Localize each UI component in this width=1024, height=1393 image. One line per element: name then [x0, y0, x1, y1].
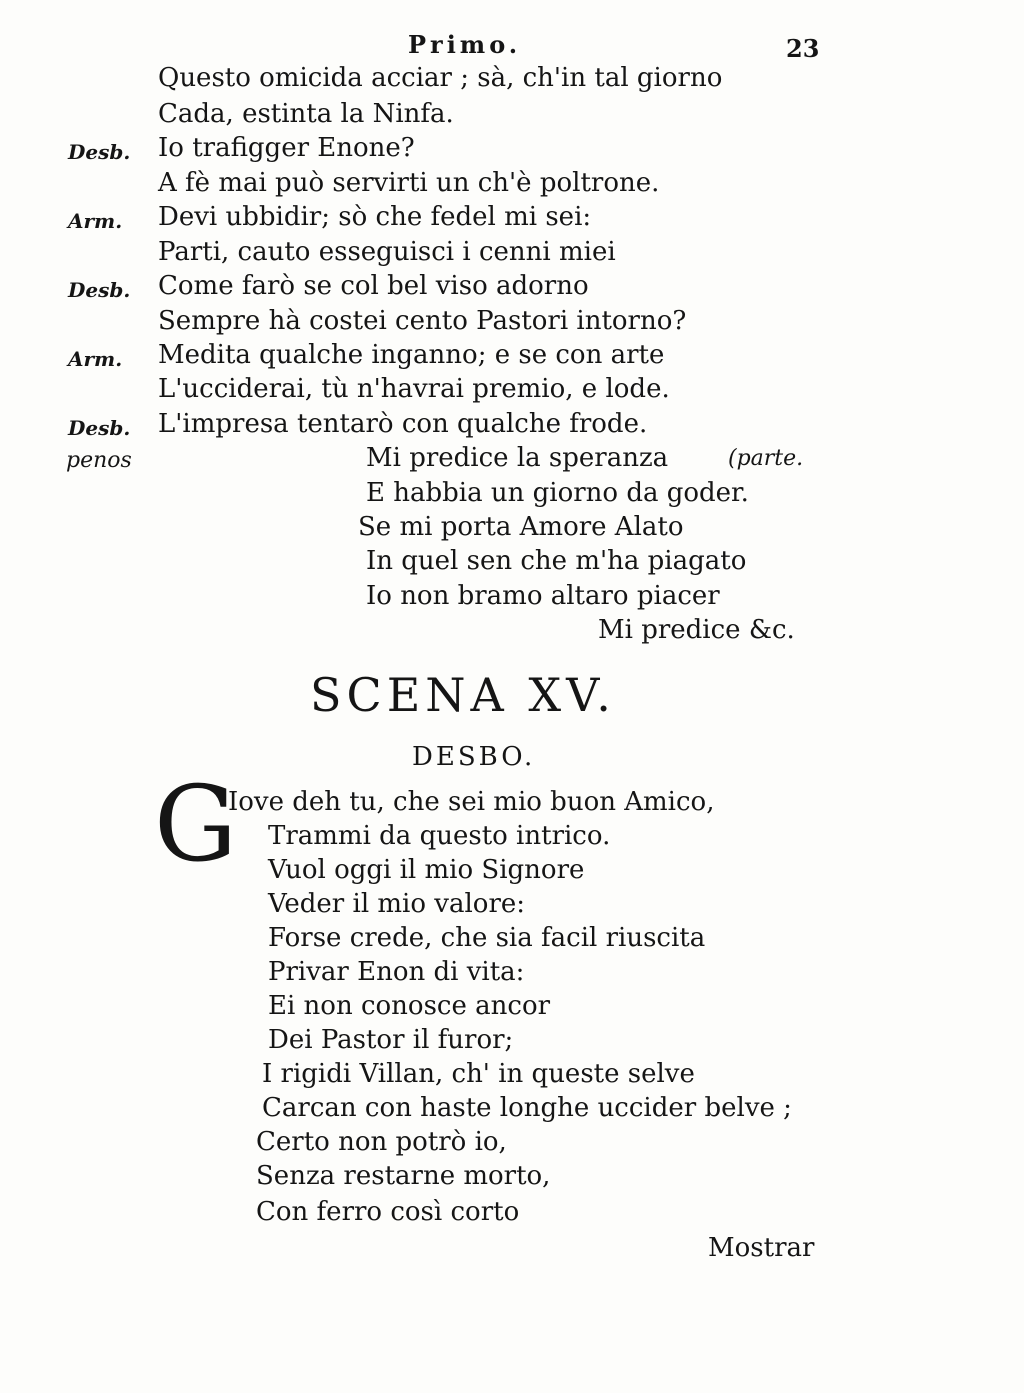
- verse-line: Sempre hà costei cento Pastori intorno?: [158, 306, 687, 336]
- speaker-label: Desb.: [68, 416, 131, 440]
- aria-line: E habbia un giorno da goder.: [366, 478, 749, 508]
- verse-line: Cada, estinta la Ninfa.: [158, 99, 454, 129]
- verse-line: Ei non conosce ancor: [268, 991, 551, 1021]
- aria-line: Io non bramo altaro piacer: [366, 581, 720, 611]
- verse-line: Medita qualche inganno; e se con arte: [158, 340, 665, 370]
- catchword: Mostrar: [708, 1233, 815, 1263]
- exit-direction: (parte.: [728, 446, 804, 471]
- scene-title: SCENA XV.: [310, 668, 616, 722]
- verse-line: Veder il mio valore:: [268, 889, 526, 919]
- verse-line: A fè mai può servirti un ch'è poltrone.: [158, 168, 660, 198]
- aria-reprise: Mi predice &c.: [598, 615, 795, 645]
- speaker-label: Desb.: [68, 140, 131, 164]
- verse-line: Come farò se col bel viso adorno: [158, 271, 589, 301]
- speaker-label: Arm.: [68, 347, 123, 371]
- scene-character: DESBO.: [412, 742, 536, 772]
- verse-line: Parti, cauto esseguisci i cenni miei: [158, 237, 616, 267]
- verse-line: Io trafigger Enone?: [158, 133, 415, 163]
- page-number: 23: [786, 34, 820, 63]
- verse-line: Con ferro così corto: [256, 1197, 520, 1227]
- aria-cue: penos: [66, 448, 132, 473]
- verse-line: Devi ubbidir; sò che fedel mi sei:: [158, 202, 592, 232]
- aria-line: Se mi porta Amore Alato: [358, 512, 684, 542]
- verse-line: L'ucciderai, tù n'havrai premio, e lode.: [158, 374, 670, 404]
- verse-line: Dei Pastor il furor;: [268, 1025, 514, 1055]
- speaker-label: Arm.: [68, 209, 123, 233]
- verse-line: Forse crede, che sia facil riuscita: [268, 923, 706, 953]
- verse-line: L'impresa tentarò con qualche frode.: [158, 409, 648, 439]
- verse-line: Carcan con haste longhe uccider belve ;: [262, 1093, 792, 1123]
- verse-line: Certo non potrò io,: [256, 1127, 507, 1157]
- aria-line: In quel sen che m'ha piagato: [366, 546, 747, 576]
- verse-line: Questo omicida acciar ; sà, ch'in tal giorno: [158, 63, 723, 93]
- verse-line: I rigidi Villan, ch' in queste selve: [262, 1059, 695, 1089]
- aria-line: Mi predice la speranza: [366, 443, 669, 473]
- verse-line: Trammi da questo intrico.: [268, 821, 611, 851]
- verse-line: Senza restarne morto,: [256, 1161, 551, 1191]
- speaker-label: Desb.: [68, 278, 131, 302]
- drop-cap: G: [154, 763, 238, 885]
- running-title: Primo.: [408, 30, 522, 59]
- verse-line: Iove deh tu, che sei mio buon Amico,: [228, 787, 715, 817]
- verse-line: Vuol oggi il mio Signore: [268, 855, 585, 885]
- verse-line: Privar Enon di vita:: [268, 957, 525, 987]
